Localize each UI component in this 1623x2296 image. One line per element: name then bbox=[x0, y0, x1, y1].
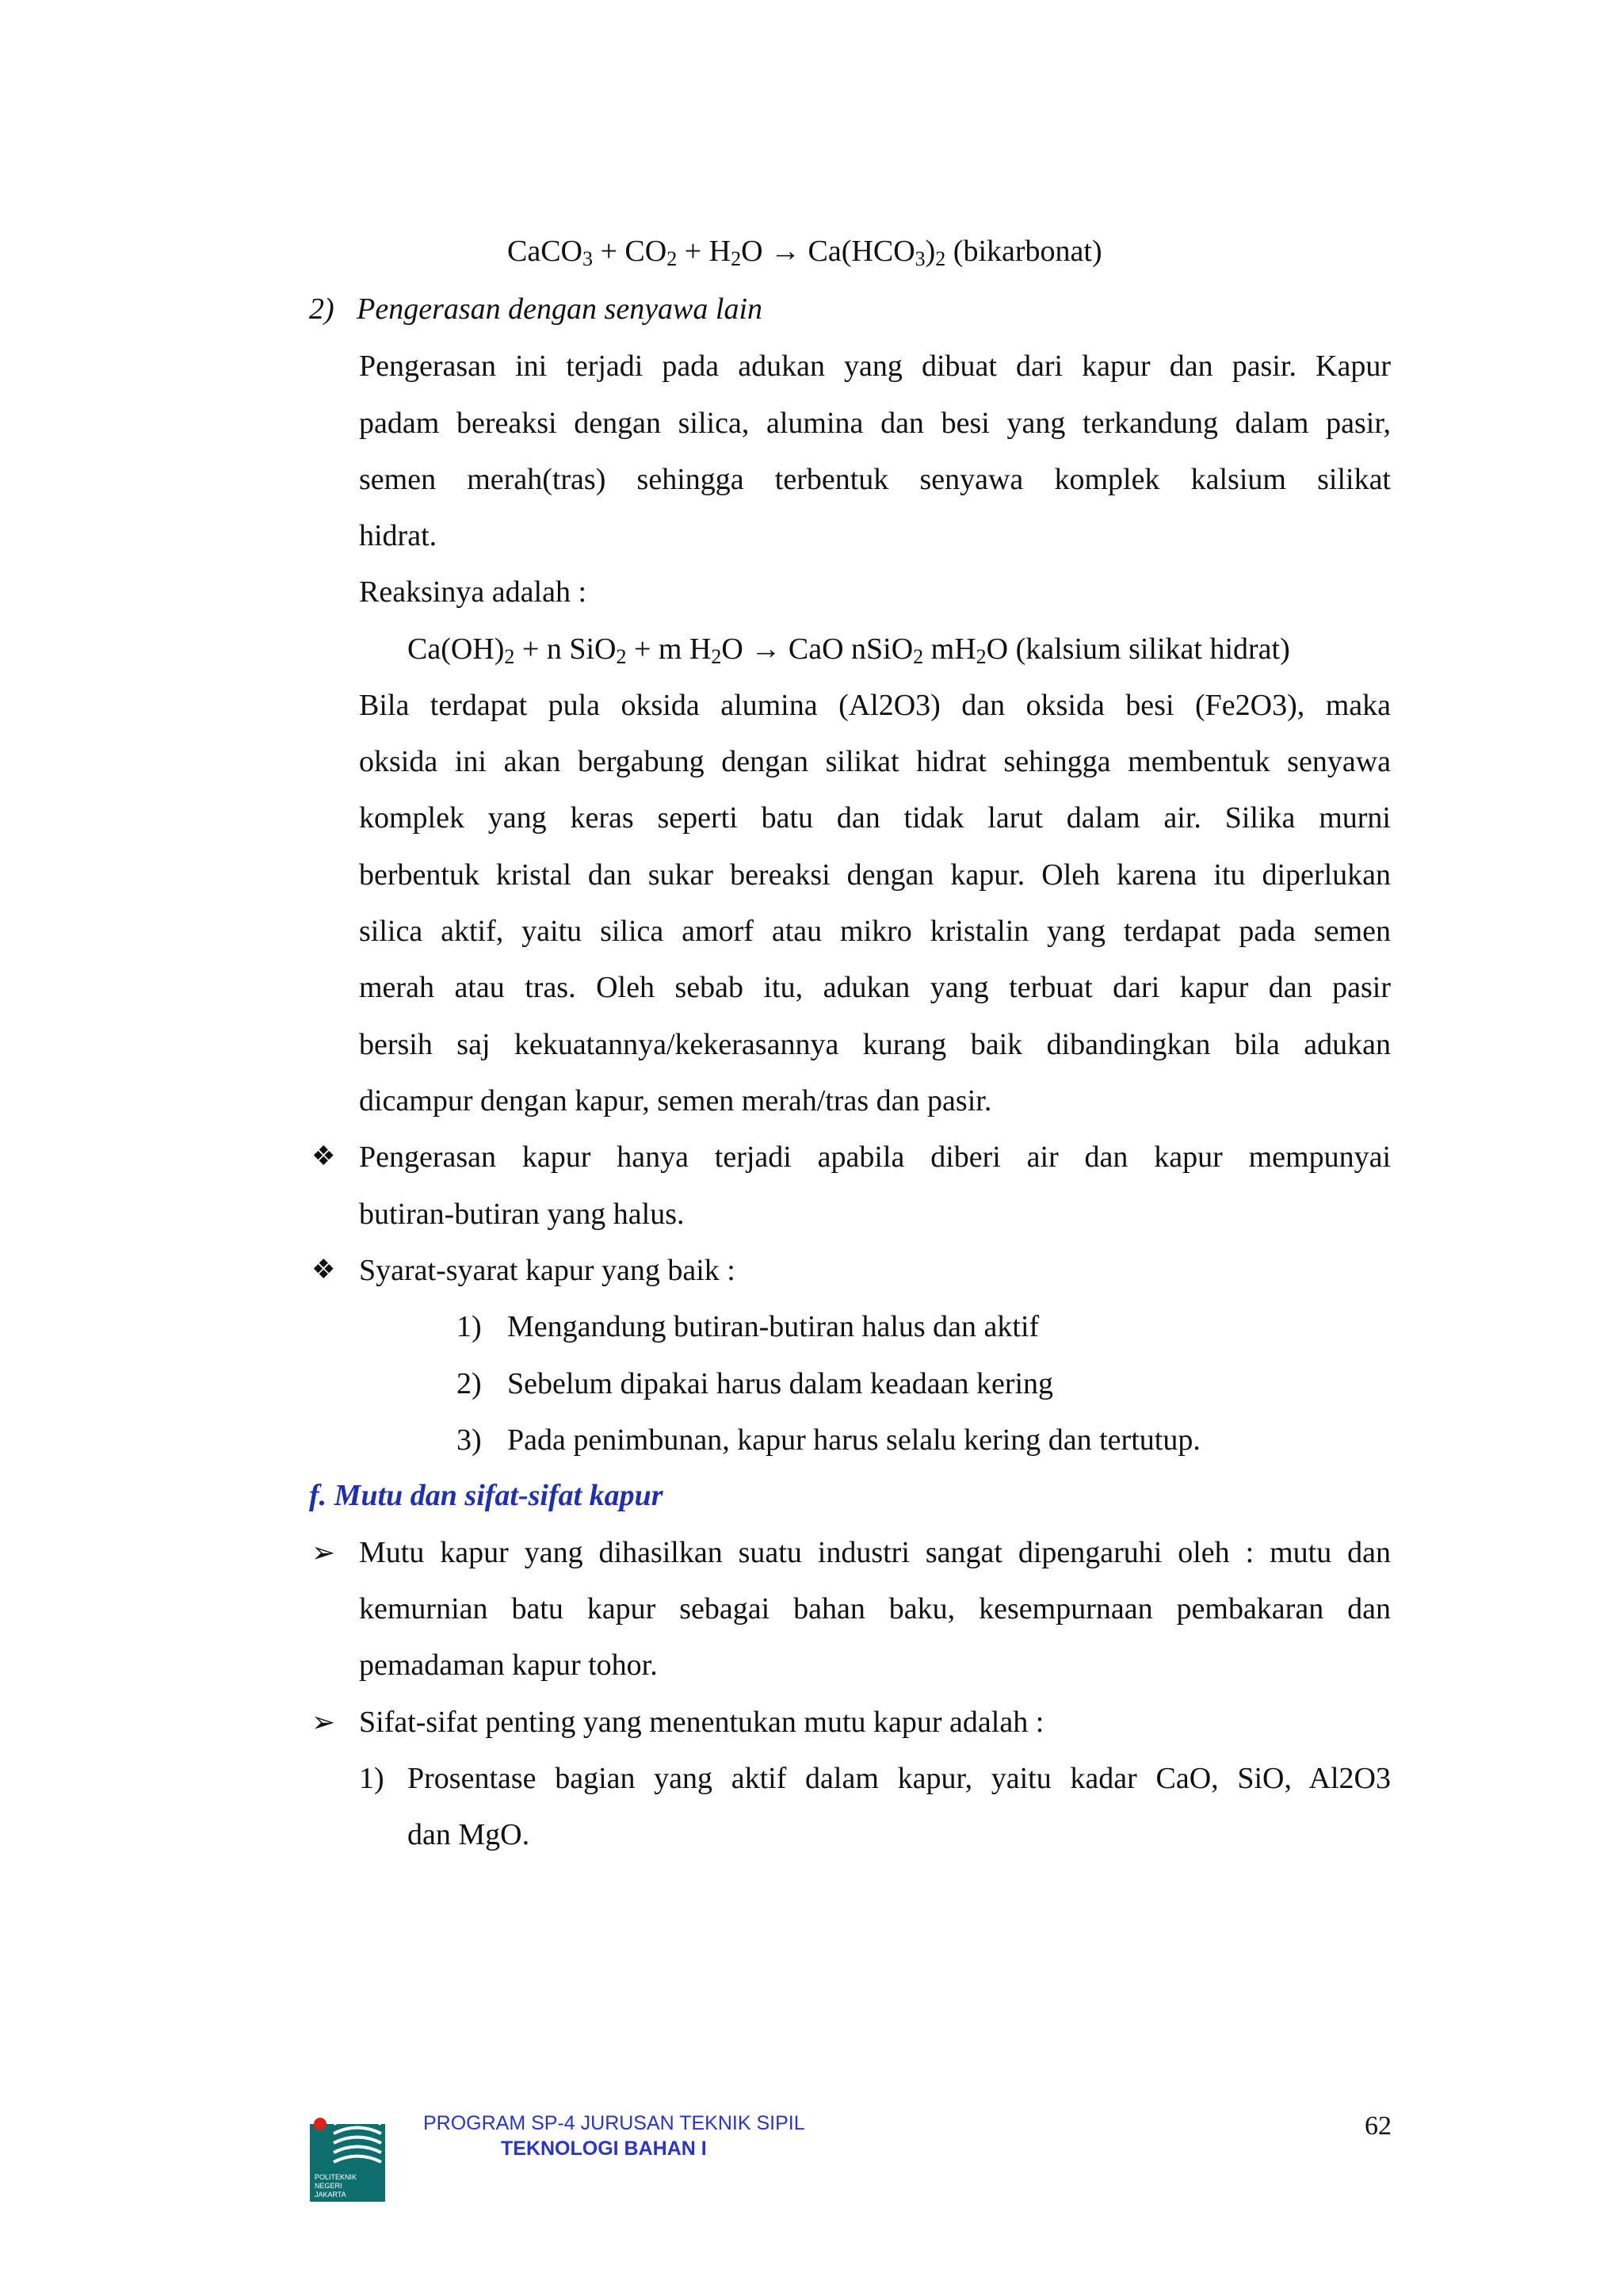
institution-logo bbox=[310, 2108, 385, 2202]
paragraph-line: Pengerasan ini terjadi pada adukan yang dibuat dari kapur dan pasir. Kapur bbox=[359, 350, 1391, 383]
diamond-bullet-icon: ❖ bbox=[311, 1142, 336, 1171]
svg-text:NEGERI: NEGERI bbox=[315, 2182, 342, 2190]
paragraph-line: merah atau tras. Oleh sebab itu, adukan yang terbuat dari kapur dan pasir bbox=[359, 971, 1391, 1004]
paragraph-line: semen merah(tras) sehingga terbentuk senyawa komplek kalsium silikat bbox=[359, 463, 1391, 496]
equation-kalsium-silikat: $Ca(OH)_2 + n$ SiO$_2$ + m $H_2O$ → CaO nSiO$_2$ $mH_2O$ (kalsium silikat hidrat) bbox=[407, 632, 1290, 668]
list-item: Pada penimbunan, kapur harus selalu kering dan tertutup. bbox=[507, 1423, 1201, 1457]
list-item: Sebelum dipakai harus dalam keadaan kering bbox=[507, 1367, 1054, 1400]
bullet-line: Pengerasan kapur hanya terjadi apabila diberi air dan kapur mempunyai bbox=[359, 1140, 1391, 1174]
section-heading-mutu: f. Mutu dan sifat-sifat kapur bbox=[309, 1479, 663, 1512]
list-number: 1) bbox=[359, 1762, 384, 1795]
footer-course: TEKNOLOGI BAHAN I bbox=[501, 2137, 707, 2160]
list-item: Prosentase bagian yang aktif dalam kapur, yaitu kadar CaO, SiO, Al2O3 bbox=[407, 1762, 1391, 1795]
diamond-bullet-icon: ❖ bbox=[311, 1255, 336, 1285]
paragraph-line: Bila terdapat pula oksida alumina (Al2O3) dan oksida besi (Fe2O3), maka bbox=[359, 689, 1391, 722]
paragraph-line: berbentuk kristal dan sukar bereaksi dengan kapur. Oleh karena itu diperlukan bbox=[359, 858, 1391, 892]
arrow-bullet-icon: ➢ bbox=[311, 1706, 336, 1738]
paragraph-line: oksida ini akan bergabung dengan silikat hidrat sehingga membentuk senyawa bbox=[359, 745, 1391, 778]
page-number: 62 bbox=[1365, 2111, 1392, 2141]
bullet-line: pemadaman kapur tohor. bbox=[359, 1648, 658, 1682]
bullet-line: Sifat-sifat penting yang menentukan mutu kapur adalah : bbox=[359, 1706, 1044, 1739]
section-title-pengerasan: 2) Pengerasan dengan senyawa lain bbox=[309, 292, 763, 326]
logo-graphic bbox=[310, 2108, 385, 2202]
list-item: Mengandung butiran-butiran halus dan aktif bbox=[507, 1310, 1040, 1343]
equation-bikarbonat: CaCO$_3$ + $CO_2 + H_2O \to Ca(HCO_3)_2$ (bikarbonat) bbox=[507, 235, 1102, 270]
list-number: 2) bbox=[456, 1367, 482, 1400]
list-item: dan MgO. bbox=[407, 1818, 530, 1851]
paragraph-line: padam bereaksi dengan silica, alumina dan besi yang terkandung dalam pasir, bbox=[359, 407, 1391, 440]
arrow-bullet-icon: ➢ bbox=[311, 1537, 336, 1568]
list-number: 3) bbox=[456, 1423, 482, 1457]
bullet-line: kemurnian batu kapur sebagai bahan baku, kesempurnaan pembakaran dan bbox=[359, 1592, 1391, 1626]
bullet-line: Syarat-syarat kapur yang baik : bbox=[359, 1254, 735, 1287]
bullet-line: butiran-butiran yang halus. bbox=[359, 1198, 685, 1231]
bullet-line: Mutu kapur yang dihasilkan suatu industri sangat dipengaruhi oleh : mutu dan bbox=[359, 1536, 1391, 1569]
paragraph-line: dicampur dengan kapur, semen merah/tras dan pasir. bbox=[359, 1084, 992, 1117]
list-number: 1) bbox=[456, 1310, 482, 1343]
paragraph-line: komplek yang keras seperti batu dan tidak larut dalam air. Silika murni bbox=[359, 801, 1391, 835]
paragraph-line: bersih saj kekuatannya/kekerasannya kurang baik dibandingkan bila adukan bbox=[359, 1028, 1391, 1061]
footer-program: PROGRAM SP-4 JURUSAN TEKNIK SIPIL bbox=[423, 2112, 805, 2134]
reaksi-label: Reaksinya adalah : bbox=[359, 575, 587, 609]
svg-text:JAKARTA: JAKARTA bbox=[315, 2191, 346, 2199]
svg-text:POLITEKNIK: POLITEKNIK bbox=[315, 2173, 357, 2181]
paragraph-line: silica aktif, yaitu silica amorf atau mikro kristalin yang terdapat pada semen bbox=[359, 915, 1391, 948]
paragraph-line: hidrat. bbox=[359, 519, 437, 552]
